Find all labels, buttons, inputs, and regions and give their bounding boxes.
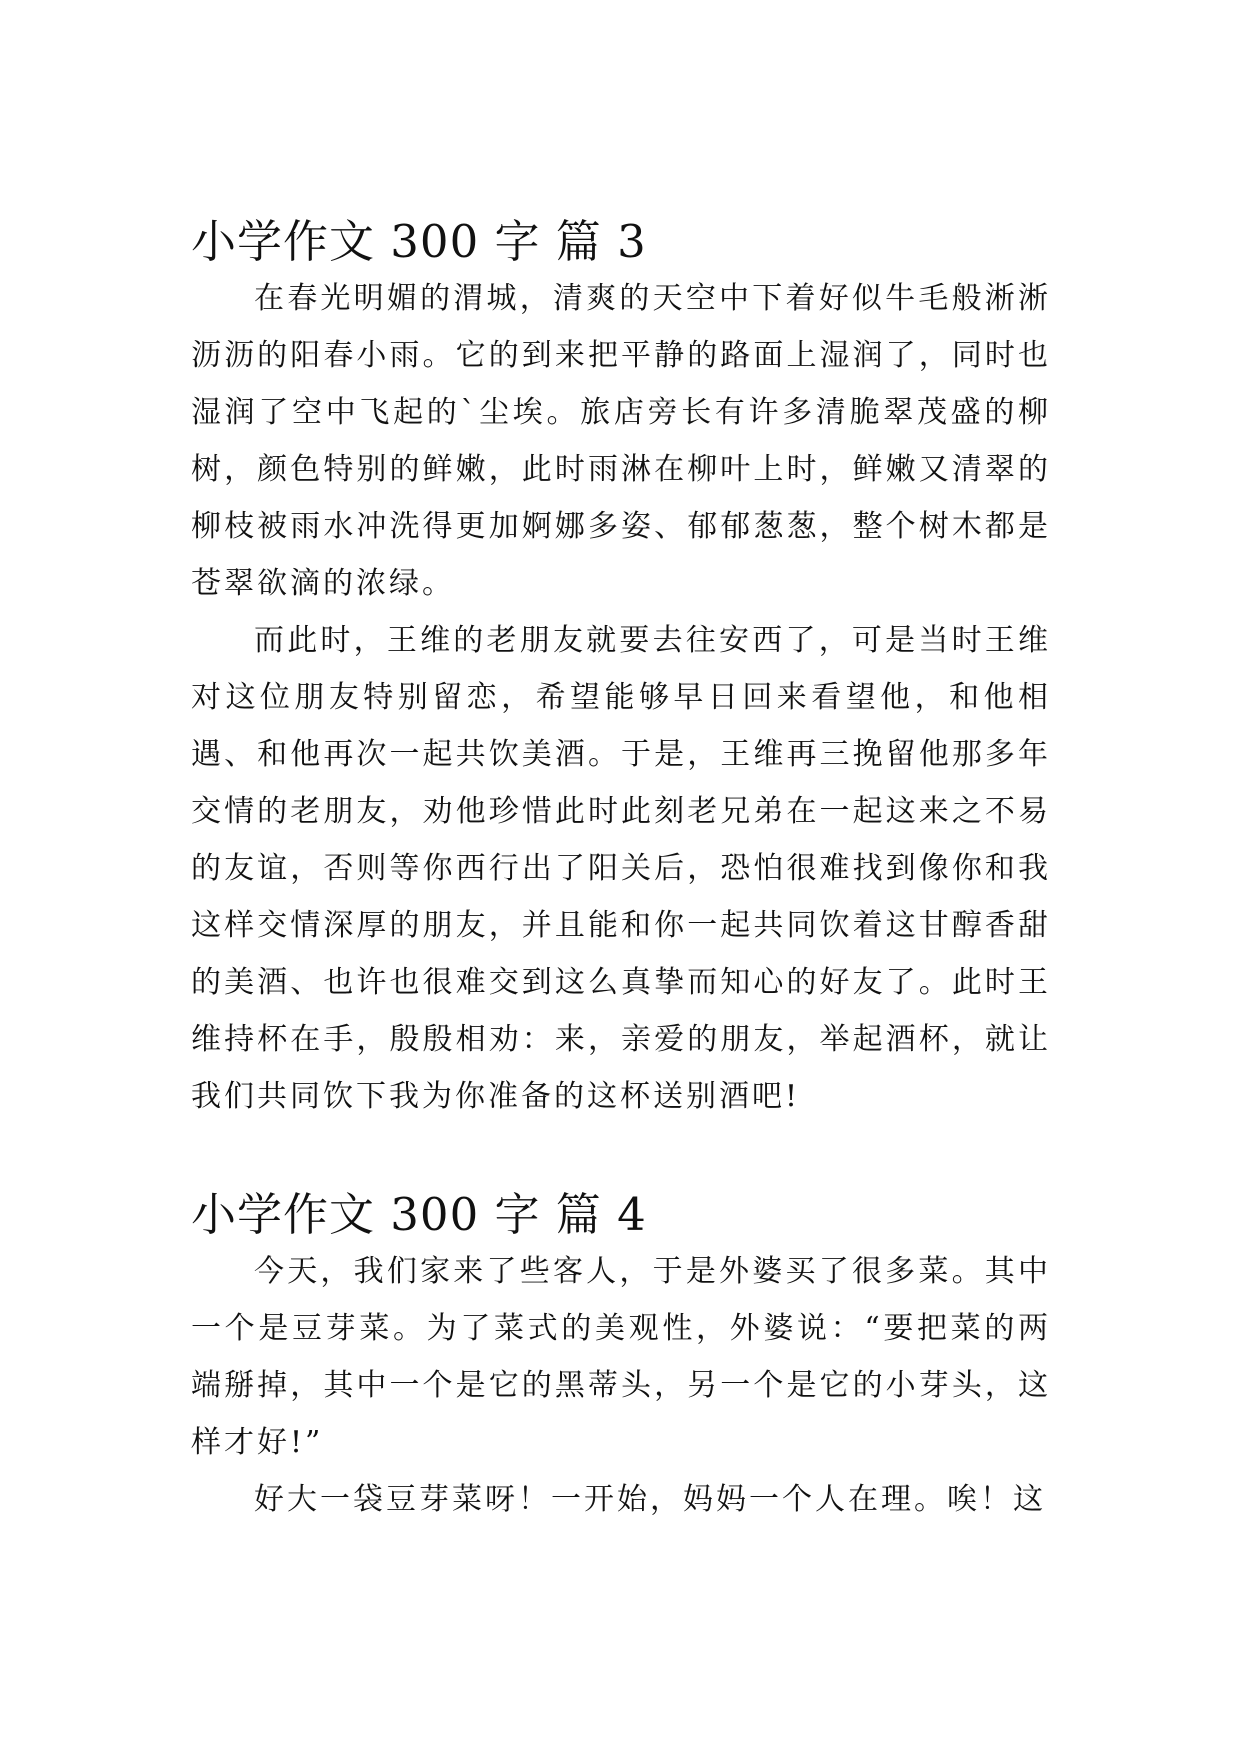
section-heading: 小学作文 300 字 篇 3 — [191, 215, 647, 268]
essay-section-3 — [191, 214, 1051, 1125]
paragraph: 好大一袋豆芽菜呀！一开始，妈妈一个人在理。唉！这 — [254, 1482, 1046, 1517]
section-heading: 小学作文 300 字 篇 4 — [191, 1188, 647, 1241]
essay-section-4 — [191, 1187, 1051, 1528]
paragraph: 今天，我们家来了些客人，于是外婆买了很多菜。其中一个是豆芽菜。为了菜式的美观性，外婆说：“要把菜的两端掰掉，其中一个是它的黑蒂头，另一个是它的小芽头，这样才好!” — [191, 1254, 1051, 1460]
paragraph: 而此时，王维的老朋友就要去往安西了，可是当时王维对这位朋友特别留恋，希望能够早日回来看望他，和他相遇、和他再次一起共饮美酒。于是，王维再三挽留他那多年交情的老朋友，劝他珍惜此时此刻老兄弟在一起这来之不易的友谊，否则等你西行出了阳关后，恐怕很难找到像你和我这样交情深厚的朋友，并且能和你一起共同饮着这甘醇香甜的美酒、也许也很难交到这么真挚而知心的好友了。此时王维持杯在手，殷殷相劝：来，亲爱的朋友，举起酒杯，就让我们共同饮下我为你准备的这杯送别酒吧! — [191, 623, 1051, 1114]
document-body — [191, 214, 1051, 1528]
section-spacer — [191, 1125, 1051, 1187]
paragraph: 在春光明媚的渭城，清爽的天空中下着好似牛毛般淅淅沥沥的阳春小雨。它的到来把平静的路面上湿润了，同时也湿润了空中飞起的`尘埃。旅店旁长有许多清脆翠茂盛的柳树，颜色特别的鲜嫩，此时雨淋在柳叶上时，鲜嫩又清翠的柳枝被雨水冲洗得更加婀娜多姿、郁郁葱葱，整个树木都是苍翠欲滴的浓绿。 — [191, 281, 1051, 601]
